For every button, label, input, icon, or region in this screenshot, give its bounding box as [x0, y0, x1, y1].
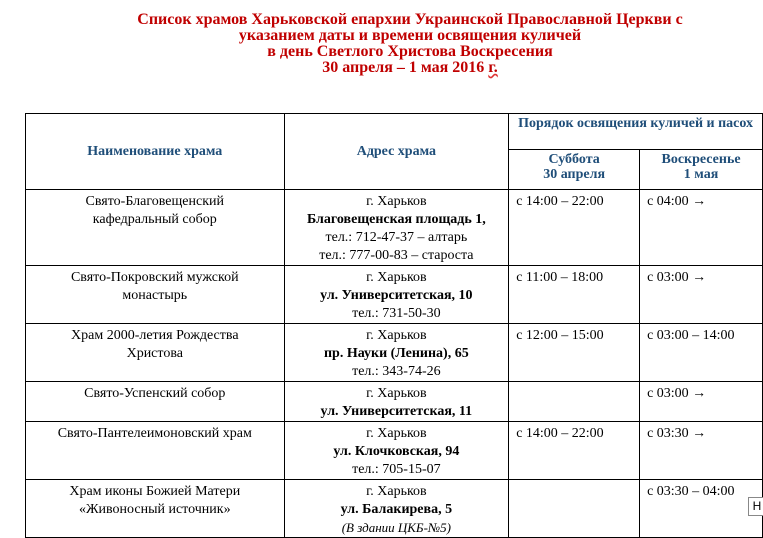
header-name: Наименование храма — [26, 114, 285, 190]
sunday-time: с 03:00 → — [640, 382, 763, 422]
sunday-time: с 03:00 – 14:00 — [640, 324, 763, 382]
sunday-time: с 03:30 – 04:00 — [640, 480, 763, 538]
header-address: Адрес храма — [284, 114, 509, 190]
table-row — [26, 190, 763, 266]
title-line-2: указанием даты и времени освящения куличей — [238, 27, 582, 44]
title-line-4: 30 апреля – 1 мая 2016 г. — [322, 59, 498, 76]
title-line-1: Список храмов Харьковской епархии Украинской Православной Церкви с — [137, 11, 683, 28]
temple-address: г. Харьков ул. Университетская, 11 — [284, 382, 509, 422]
saturday-time: с 12:00 – 15:00 — [509, 324, 640, 382]
saturday-time: с 11:00 – 18:00 — [509, 266, 640, 324]
table-row — [26, 480, 763, 538]
temple-name: Свято-Пантелеимоновский храм — [26, 422, 285, 480]
saturday-time — [509, 480, 640, 538]
temple-name: Свято-Успенский собор — [26, 382, 285, 422]
temple-name: Свято-Благовещенский кафедральный собор — [26, 190, 285, 266]
header-order: Порядок освящения куличей и пасох — [509, 114, 763, 150]
temple-name: Свято-Покровский мужской монастырь — [26, 266, 285, 324]
temple-name: Храм 2000-летия Рождества Христова — [26, 324, 285, 382]
table-row — [26, 324, 763, 382]
document-title — [0, 12, 763, 76]
temple-address: г. Харьков ул. Клочковская, 94 тел.: 705-15-07 — [284, 422, 509, 480]
temple-address: г. Харьков ул. Университетская, 10 тел.: 731-50-30 — [284, 266, 509, 324]
temple-name: Храм иконы Божией Матери «Живоносный источник» — [26, 480, 285, 538]
title-line-3: в день Светлого Христова Воскресения — [267, 43, 553, 60]
clipped-edge-box: Н — [748, 497, 763, 516]
table-row — [26, 382, 763, 422]
saturday-time: с 14:00 – 22:00 — [509, 422, 640, 480]
saturday-time — [509, 382, 640, 422]
table-row — [26, 422, 763, 480]
sunday-time: с 04:00 → — [640, 190, 763, 266]
saturday-time: с 14:00 – 22:00 — [509, 190, 640, 266]
temple-address: г. Харьков Благовещенская площадь 1, тел.: 712-47-37 – алтарь тел.: 777-00-83 – староста — [284, 190, 509, 266]
header-saturday: Суббота 30 апреля — [509, 150, 640, 190]
header-sunday: Воскресенье 1 мая — [640, 150, 763, 190]
temples-table — [25, 113, 763, 538]
sunday-time: с 03:00 → — [640, 266, 763, 324]
temple-address: г. Харьков ул. Балакирева, 5 (В здании ЦКБ-№5) — [284, 480, 509, 538]
temple-address: г. Харьков пр. Науки (Ленина), 65 тел.: 343-74-26 — [284, 324, 509, 382]
sunday-time: с 03:30 → — [640, 422, 763, 480]
table-row — [26, 266, 763, 324]
